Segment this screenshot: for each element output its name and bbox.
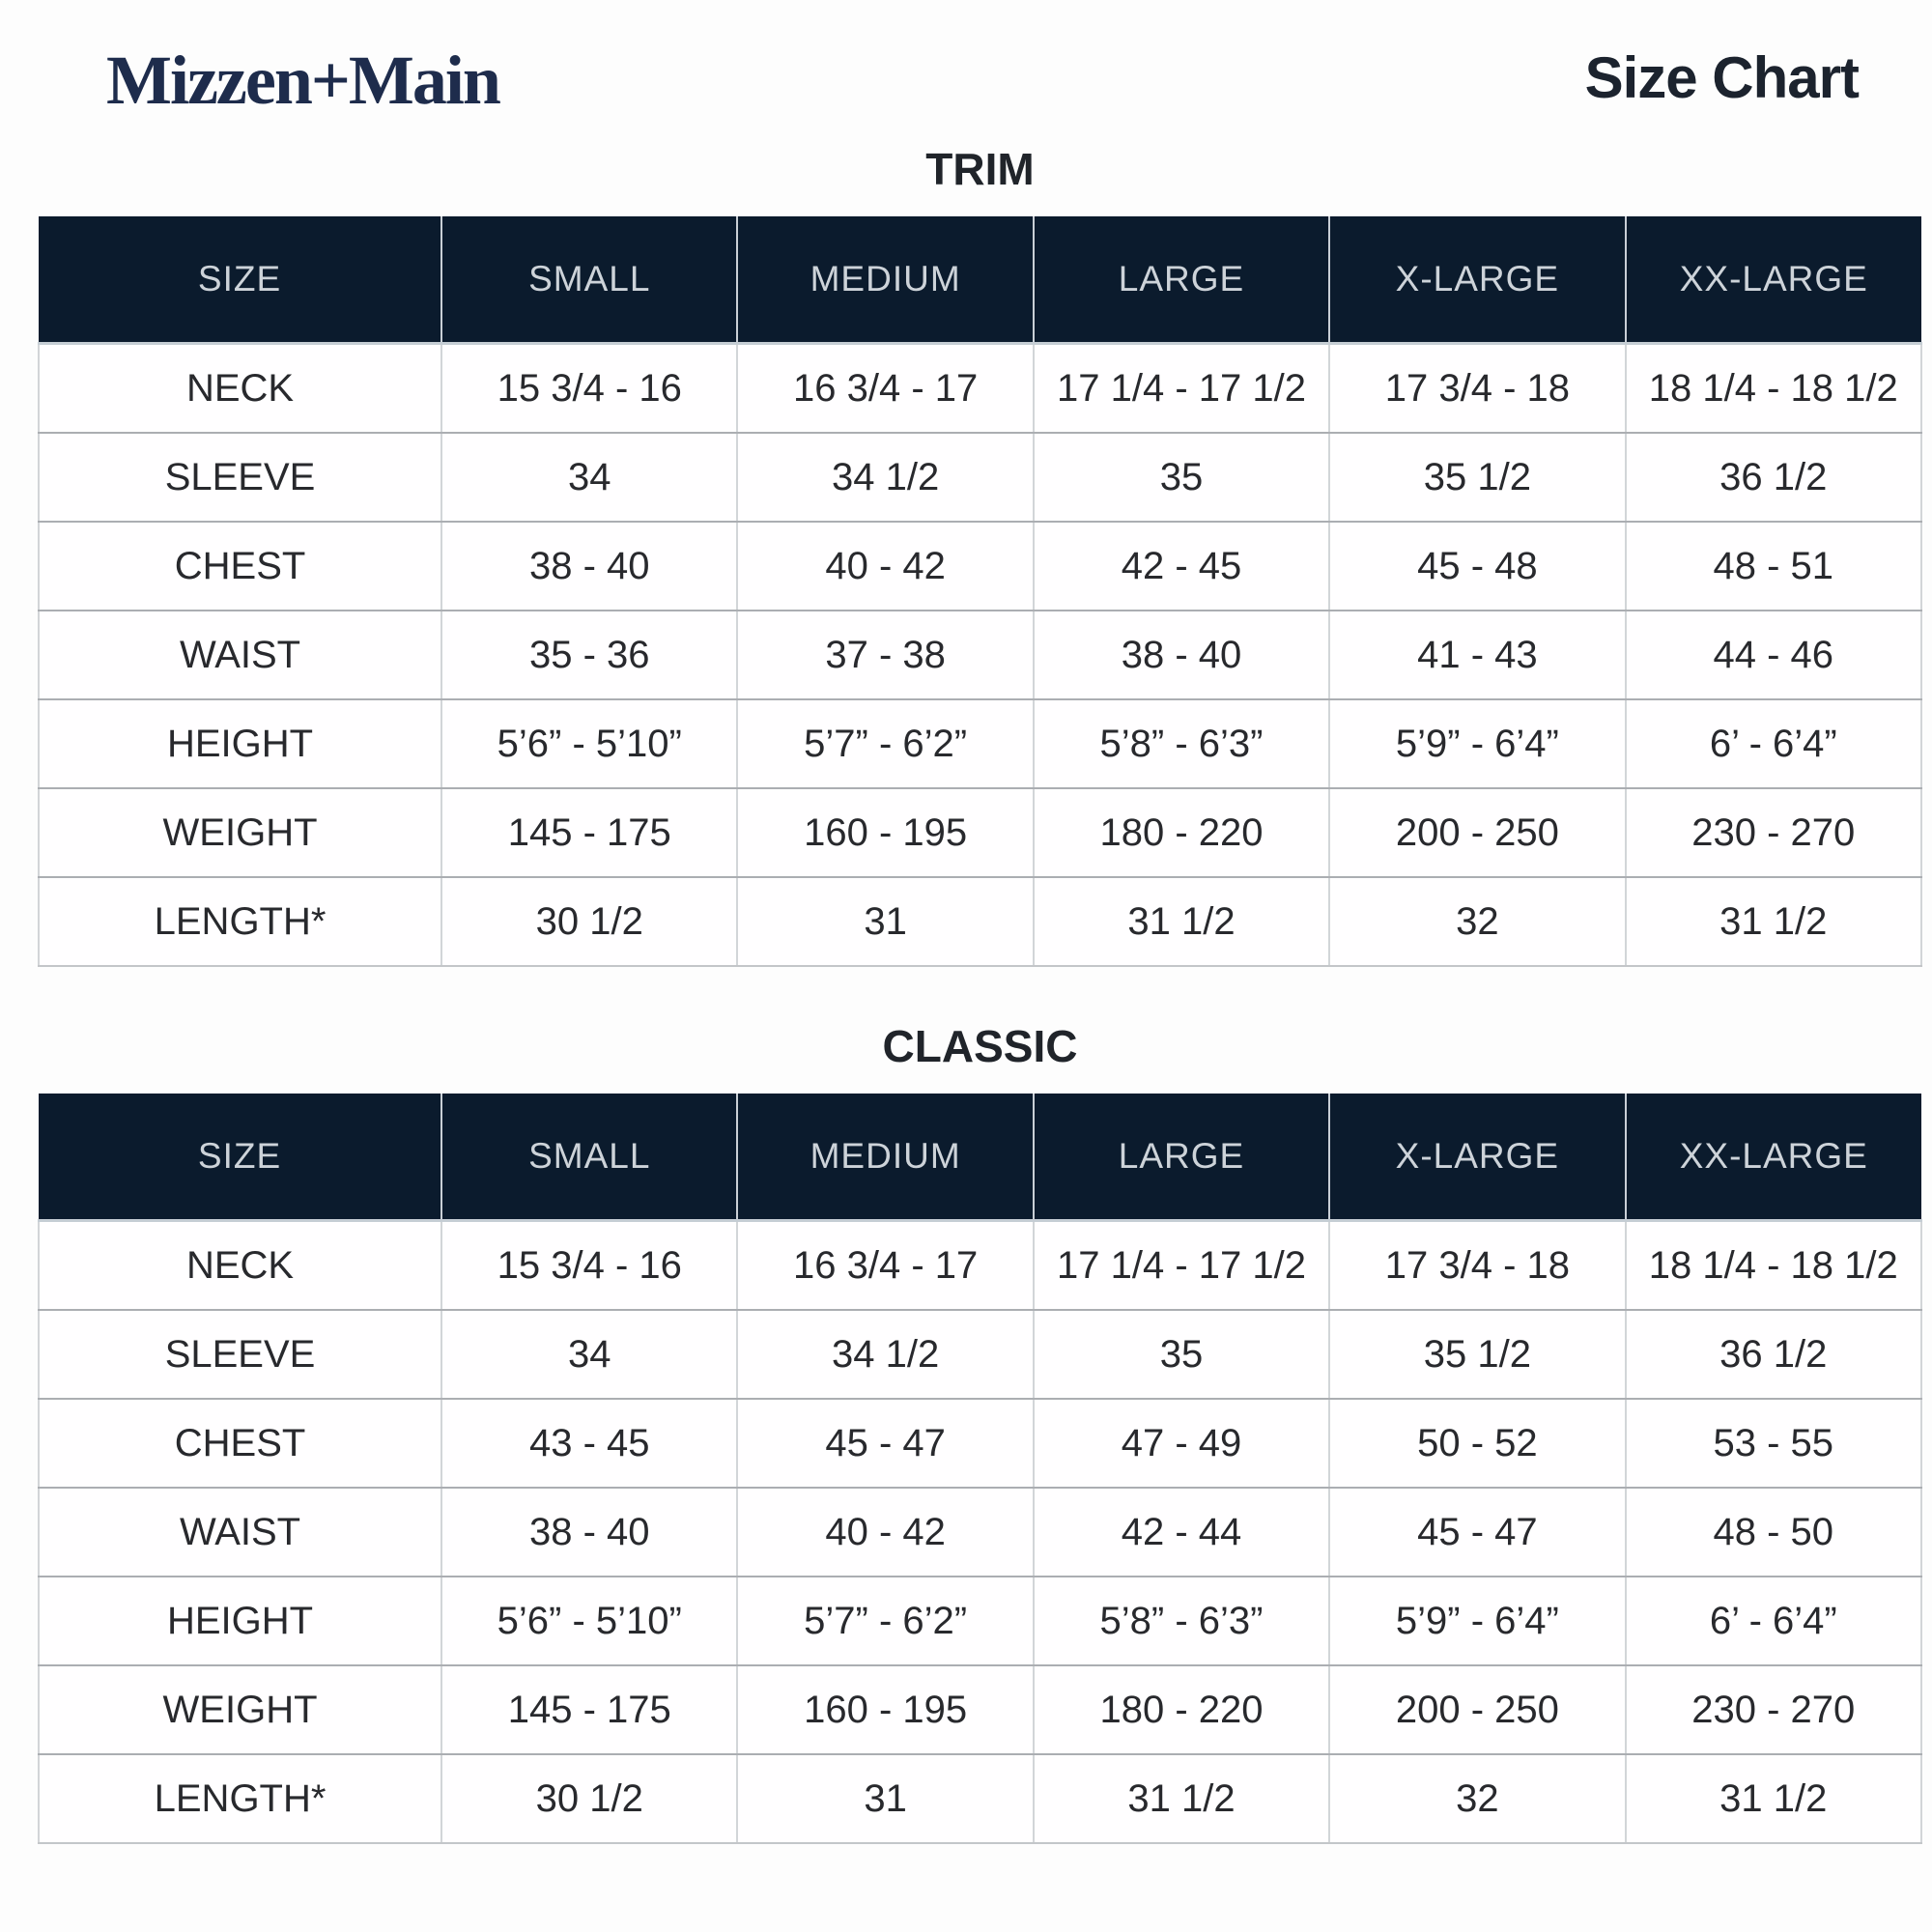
size-cell: 42 - 44 <box>1034 1488 1329 1577</box>
row-label: HEIGHT <box>39 699 441 788</box>
size-cell: 45 - 47 <box>1329 1488 1625 1577</box>
column-header-small: SMALL <box>441 216 737 344</box>
size-cell: 6’ - 6’4” <box>1626 699 1921 788</box>
column-header-xx-large: XX-LARGE <box>1626 1094 1921 1221</box>
table-row <box>39 1488 1921 1577</box>
trim-size-table <box>38 216 1922 967</box>
row-label: WEIGHT <box>39 788 441 877</box>
size-cell: 5’8” - 6’3” <box>1034 1577 1329 1665</box>
size-cell: 17 1/4 - 17 1/2 <box>1034 344 1329 434</box>
row-label: CHEST <box>39 1399 441 1488</box>
size-cell: 47 - 49 <box>1034 1399 1329 1488</box>
table-row <box>39 788 1921 877</box>
size-cell: 31 <box>737 1754 1033 1843</box>
row-label: CHEST <box>39 522 441 611</box>
classic-table-title: CLASSIC <box>882 1021 1078 1071</box>
size-cell: 15 3/4 - 16 <box>441 344 737 434</box>
table-row <box>39 611 1921 699</box>
size-cell: 48 - 51 <box>1626 522 1921 611</box>
row-label: NECK <box>39 1221 441 1311</box>
size-cell: 230 - 270 <box>1626 788 1921 877</box>
row-label: SLEEVE <box>39 433 441 522</box>
size-cell: 31 1/2 <box>1626 877 1921 966</box>
brand-logo: Mizzen+Main <box>106 42 499 119</box>
column-header-size: SIZE <box>39 216 441 344</box>
trim-section <box>38 143 1922 967</box>
size-cell: 35 <box>1034 1310 1329 1399</box>
size-cell: 160 - 195 <box>737 788 1033 877</box>
column-header-large: LARGE <box>1034 1094 1329 1221</box>
size-cell: 145 - 175 <box>441 788 737 877</box>
size-cell: 31 1/2 <box>1626 1754 1921 1843</box>
row-label: WAIST <box>39 1488 441 1577</box>
page-title: Size Chart <box>1584 45 1859 110</box>
size-cell: 31 1/2 <box>1034 877 1329 966</box>
table-row <box>39 522 1921 611</box>
size-cell: 180 - 220 <box>1034 1665 1329 1754</box>
size-cell: 50 - 52 <box>1329 1399 1625 1488</box>
classic-header-row <box>39 1094 1921 1221</box>
column-header-medium: MEDIUM <box>737 216 1033 344</box>
row-label: SLEEVE <box>39 1310 441 1399</box>
size-cell: 17 1/4 - 17 1/2 <box>1034 1221 1329 1311</box>
row-label: WAIST <box>39 611 441 699</box>
size-cell: 31 <box>737 877 1033 966</box>
size-cell: 44 - 46 <box>1626 611 1921 699</box>
column-header-xx-large: XX-LARGE <box>1626 216 1921 344</box>
size-cell: 30 1/2 <box>441 877 737 966</box>
size-cell: 200 - 250 <box>1329 1665 1625 1754</box>
row-label: WEIGHT <box>39 1665 441 1754</box>
column-header-x-large: X-LARGE <box>1329 1094 1625 1221</box>
size-cell: 36 1/2 <box>1626 1310 1921 1399</box>
size-cell: 35 1/2 <box>1329 1310 1625 1399</box>
size-cell: 5’9” - 6’4” <box>1329 699 1625 788</box>
size-cell: 32 <box>1329 1754 1625 1843</box>
size-cell: 37 - 38 <box>737 611 1033 699</box>
size-cell: 145 - 175 <box>441 1665 737 1754</box>
size-cell: 53 - 55 <box>1626 1399 1921 1488</box>
column-header-large: LARGE <box>1034 216 1329 344</box>
size-cell: 45 - 47 <box>737 1399 1033 1488</box>
size-cell: 5’6” - 5’10” <box>441 699 737 788</box>
table-row <box>39 1665 1921 1754</box>
size-cell: 43 - 45 <box>441 1399 737 1488</box>
size-cell: 40 - 42 <box>737 522 1033 611</box>
size-cell: 30 1/2 <box>441 1754 737 1843</box>
size-cell: 32 <box>1329 877 1625 966</box>
trim-header-row <box>39 216 1921 344</box>
size-cell: 35 <box>1034 433 1329 522</box>
column-header-medium: MEDIUM <box>737 1094 1033 1221</box>
size-cell: 34 <box>441 1310 737 1399</box>
size-cell: 160 - 195 <box>737 1665 1033 1754</box>
size-cell: 38 - 40 <box>441 522 737 611</box>
column-header-x-large: X-LARGE <box>1329 216 1625 344</box>
size-cell: 180 - 220 <box>1034 788 1329 877</box>
size-cell: 35 1/2 <box>1329 433 1625 522</box>
column-header-small: SMALL <box>441 1094 737 1221</box>
classic-section <box>38 1020 1922 1844</box>
size-cell: 6’ - 6’4” <box>1626 1577 1921 1665</box>
size-cell: 48 - 50 <box>1626 1488 1921 1577</box>
table-row <box>39 1754 1921 1843</box>
size-cell: 40 - 42 <box>737 1488 1033 1577</box>
size-cell: 38 - 40 <box>441 1488 737 1577</box>
table-row <box>39 344 1921 434</box>
size-cell: 230 - 270 <box>1626 1665 1921 1754</box>
column-header-size: SIZE <box>39 1094 441 1221</box>
size-cell: 200 - 250 <box>1329 788 1625 877</box>
size-cell: 18 1/4 - 18 1/2 <box>1626 344 1921 434</box>
size-cell: 5’6” - 5’10” <box>441 1577 737 1665</box>
size-cell: 18 1/4 - 18 1/2 <box>1626 1221 1921 1311</box>
row-label: LENGTH* <box>39 1754 441 1843</box>
size-cell: 42 - 45 <box>1034 522 1329 611</box>
size-cell: 5’9” - 6’4” <box>1329 1577 1625 1665</box>
size-cell: 17 3/4 - 18 <box>1329 1221 1625 1311</box>
size-cell: 5’7” - 6’2” <box>737 699 1033 788</box>
size-cell: 34 1/2 <box>737 1310 1033 1399</box>
row-label: LENGTH* <box>39 877 441 966</box>
classic-size-table <box>38 1094 1922 1844</box>
size-cell: 35 - 36 <box>441 611 737 699</box>
table-row <box>39 699 1921 788</box>
size-cell: 41 - 43 <box>1329 611 1625 699</box>
size-cell: 34 <box>441 433 737 522</box>
size-cell: 16 3/4 - 17 <box>737 1221 1033 1311</box>
size-cell: 45 - 48 <box>1329 522 1625 611</box>
size-cell: 5’7” - 6’2” <box>737 1577 1033 1665</box>
size-cell: 5’8” - 6’3” <box>1034 699 1329 788</box>
size-cell: 38 - 40 <box>1034 611 1329 699</box>
table-row <box>39 1399 1921 1488</box>
table-row <box>39 1577 1921 1665</box>
size-cell: 36 1/2 <box>1626 433 1921 522</box>
size-cell: 31 1/2 <box>1034 1754 1329 1843</box>
table-row <box>39 877 1921 966</box>
size-cell: 15 3/4 - 16 <box>441 1221 737 1311</box>
row-label: HEIGHT <box>39 1577 441 1665</box>
size-cell: 16 3/4 - 17 <box>737 344 1033 434</box>
table-row <box>39 433 1921 522</box>
row-label: NECK <box>39 344 441 434</box>
size-cell: 17 3/4 - 18 <box>1329 344 1625 434</box>
table-row <box>39 1221 1921 1311</box>
trim-table-title: TRIM <box>925 144 1035 194</box>
table-row <box>39 1310 1921 1399</box>
size-cell: 34 1/2 <box>737 433 1033 522</box>
